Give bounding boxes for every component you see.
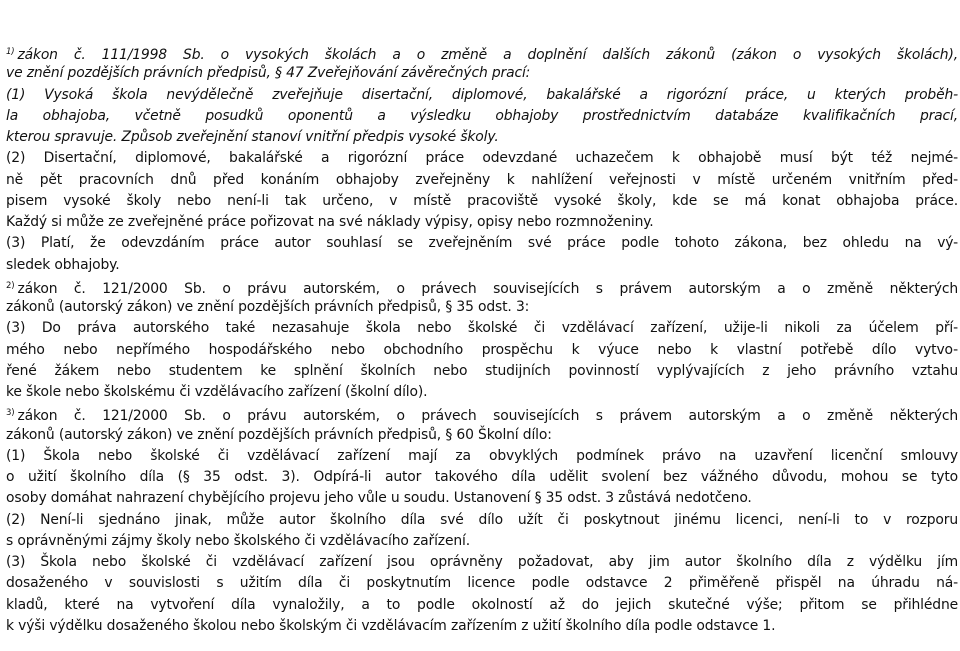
footnote-3-line: (1) Škola nebo školské či vzdělávací zařízení mají za obvyklých podmínek právo na uzavření licenční smlouvy	[6, 447, 958, 464]
footnote-1-cont-line: sledek obhajoby.	[6, 256, 120, 273]
footnote-2-mark: 2)	[6, 280, 15, 291]
footnote-2-line: mého nebo nepřímého hospodářského nebo obchodního prospěchu k výuce nebo k vlastní potřebě dílo vytvo-	[6, 341, 958, 358]
footnote-3-mark: 3)	[6, 408, 15, 419]
footnote-2-line: (3) Do práva autorského také nezasahuje škola nebo školské či vzdělávací zařízení, užije-li nikoli za účelem pří-	[6, 320, 958, 337]
footnote-1-line: ve znění pozdějších právních předpisů, § 47 Zveřejňování závěrečných prací:	[6, 65, 531, 82]
footnote-1-cont-line: Každý si může ze zveřejněné práce pořizovat na své náklady výpisy, opisy nebo rozmnoženiny.	[6, 214, 654, 230]
footnote-3-line: dosaženého v souvislosti s užitím díla či poskytnutím licence podle odstavce 2 přiměřeně přispěl na úhradu ná-	[6, 575, 958, 592]
footnote-1-mark: 1)	[6, 47, 15, 57]
footnote-1-cont-line: pisem vysoké školy nebo není-li tak určeno, v místě pracoviště vysoké školy, kde se má konat obhajoba práce.	[6, 192, 958, 209]
footnote-1-line: (1) Vysoká škola nevýdělečně zveřejňuje disertační, diplomové, bakalářské a rigorózní práce, u kterých proběh-	[6, 86, 958, 103]
footnote-1-continuation	[6, 148, 958, 276]
footnote-1-cont-line: ně pět pracovních dnů před konáním obhajoby zveřejněny k nahlížení veřejnosti v místě určeném vnitřním před-	[6, 171, 958, 188]
footnote-1-line: la obhajoba, včetně posudků oponentů a výsledku obhajoby prostřednictvím databáze kvalifikačních prací,	[6, 107, 958, 124]
footnote-2-line: zákon č. 121/2000 Sb. o právu autorském, o právech souvisejících s právem autorským a o změně některých	[17, 280, 958, 297]
footnote-2-line: zákonů (autorský zákon) ve znění pozdějších právních předpisů, § 35 odst. 3:	[6, 299, 530, 315]
footnote-2	[6, 276, 958, 404]
footnote-3-line: s oprávněnými zájmy školy nebo školského či vzdělávacího zařízení.	[6, 532, 470, 549]
footnote-3-line: (2) Není-li sjednáno jinak, může autor školního díla své dílo užít či poskytnout jinému licenci, není-li to v rozporu	[6, 511, 958, 528]
footnote-3-line: zákonů (autorský zákon) ve znění pozdějších právních předpisů, § 60 Školní dílo:	[6, 426, 552, 443]
footnote-1-cont-line: (3) Platí, že odevzdáním práce autor souhlasí se zveřejněním své práce podle tohoto zákona, bez ohledu na vý-	[6, 235, 958, 252]
footnote-1-line: kterou spravuje. Způsob zveřejnění stanoví vnitřní předpis vysoké školy.	[6, 129, 499, 145]
footnote-3	[6, 403, 958, 637]
footnote-3-line: (3) Škola nebo školské či vzdělávací zařízení jsou oprávněny požadovat, aby jim autor školního díla z výdělku jím	[6, 554, 958, 570]
footnote-3-line: o užití školního díla (§ 35 odst. 3). Odpírá-li autor takového díla udělit svolení bez vážného důvodu, mohou se tyto	[6, 469, 958, 485]
footnote-3-line: zákon č. 121/2000 Sb. o právu autorském, o právech souvisejících s právem autorským a o změně některých	[17, 408, 958, 425]
footnote-1-cont-line: (2) Disertační, diplomové, bakalářské a rigorózní práce odevzdané uchazečem k obhajobě musí být též nejmé-	[6, 150, 958, 167]
footnote-3-line: kladů, které na vytvoření díla vynaložily, a to podle okolností až do jejich skutečné výše; přitom se přihlédne	[6, 596, 958, 613]
footnote-2-line: řené žákem nebo studentem ke splnění školních nebo studijních povinností vyplývajících z jeho právního vztahu	[6, 362, 958, 379]
footnote-3-line: k výši výdělku dosaženého školou nebo školským či vzdělávacím zařízením z užití školního díla podle odstavce 1.	[6, 617, 776, 634]
footnote-3-line: osoby domáhat nahrazení chybějícího projevu jeho vůle u soudu. Ustanovení § 35 odst. 3 zůstává nedotčeno.	[6, 490, 752, 507]
footnote-1	[6, 42, 958, 148]
footnote-2-line: ke škole nebo školskému či vzdělávacího zařízení (školní dílo).	[6, 384, 428, 400]
footnote-1-line: zákon č. 111/1998 Sb. o vysokých školách a o změně a doplnění dalších zákonů (zákon o vysokých školách),	[17, 47, 958, 63]
